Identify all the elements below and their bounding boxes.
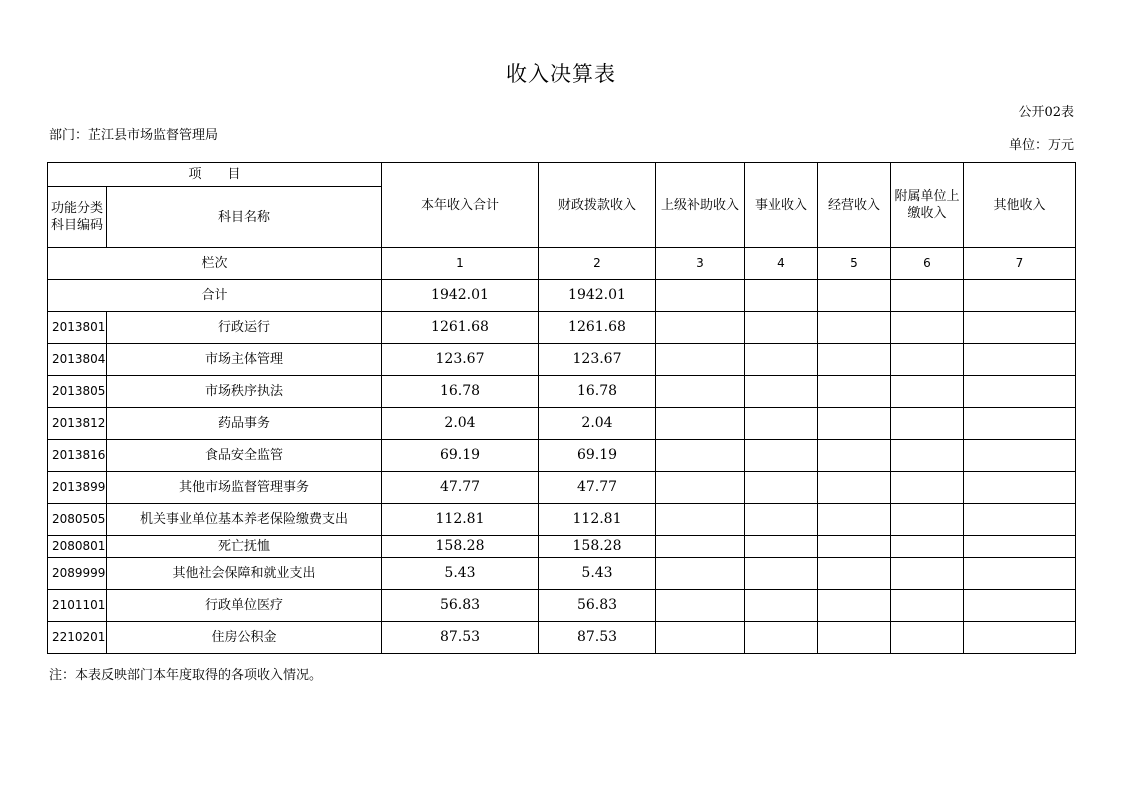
total-label: 合计 — [48, 280, 382, 312]
row-code: 2089999 — [48, 558, 107, 590]
row-value — [656, 558, 745, 590]
table-row — [48, 472, 1076, 504]
table-row — [48, 376, 1076, 408]
row-name: 死亡抚恤 — [107, 536, 382, 558]
row-value — [656, 408, 745, 440]
total-row — [48, 280, 1076, 312]
header-col-5: 经营收入 — [818, 163, 891, 248]
row-value — [964, 504, 1076, 536]
page-title: 收入决算表 — [506, 62, 616, 86]
row-code: 2013816 — [48, 440, 107, 472]
row-value: 47.77 — [382, 472, 539, 504]
row-value — [818, 408, 891, 440]
row-value — [818, 376, 891, 408]
index-number: 1 — [382, 248, 539, 280]
row-value — [964, 440, 1076, 472]
row-value: 69.19 — [382, 440, 539, 472]
header-func-code: 功能分类科目编码 — [48, 187, 107, 248]
row-value — [964, 408, 1076, 440]
row-name: 行政单位医疗 — [107, 590, 382, 622]
row-value — [818, 536, 891, 558]
row-value: 69.19 — [539, 440, 656, 472]
header-col-6: 附属单位上缴收入 — [891, 163, 964, 248]
row-value: 16.78 — [382, 376, 539, 408]
row-name: 机关事业单位基本养老保险缴费支出 — [107, 504, 382, 536]
total-value — [818, 280, 891, 312]
row-value — [745, 408, 818, 440]
row-value — [745, 344, 818, 376]
row-value: 112.81 — [539, 504, 656, 536]
table-row — [48, 536, 1076, 558]
row-value — [745, 504, 818, 536]
row-value — [891, 504, 964, 536]
row-name: 其他市场监督管理事务 — [107, 472, 382, 504]
row-code: 2013801 — [48, 312, 107, 344]
index-number: 6 — [891, 248, 964, 280]
row-value — [964, 536, 1076, 558]
row-value — [818, 344, 891, 376]
row-value — [745, 472, 818, 504]
row-value: 112.81 — [382, 504, 539, 536]
row-code: 2013804 — [48, 344, 107, 376]
header-col-1: 本年收入合计 — [382, 163, 539, 248]
row-value — [818, 440, 891, 472]
header-col-2: 财政拨款收入 — [539, 163, 656, 248]
row-value — [891, 344, 964, 376]
index-label: 栏次 — [48, 248, 382, 280]
row-value — [818, 622, 891, 654]
row-value — [964, 376, 1076, 408]
row-value: 5.43 — [382, 558, 539, 590]
row-code: 2013899 — [48, 472, 107, 504]
row-value — [656, 622, 745, 654]
row-value: 5.43 — [539, 558, 656, 590]
row-value — [964, 344, 1076, 376]
index-number: 5 — [818, 248, 891, 280]
row-value: 47.77 — [539, 472, 656, 504]
row-value: 1261.68 — [539, 312, 656, 344]
row-value — [964, 558, 1076, 590]
row-name: 食品安全监管 — [107, 440, 382, 472]
row-value — [745, 622, 818, 654]
table-row — [48, 440, 1076, 472]
row-code: 2080505 — [48, 504, 107, 536]
total-value: 1942.01 — [539, 280, 656, 312]
footnote: 注：本表反映部门本年度取得的各项收入情况。 — [49, 668, 323, 683]
row-value — [891, 590, 964, 622]
header-subject-name: 科目名称 — [107, 187, 382, 248]
unit-label: 单位：万元 — [1008, 138, 1074, 153]
row-value — [964, 472, 1076, 504]
row-value — [656, 590, 745, 622]
row-value — [745, 536, 818, 558]
row-value — [891, 536, 964, 558]
row-value — [818, 504, 891, 536]
row-value: 56.83 — [382, 590, 539, 622]
department-label: 部门：芷江县市场监督管理局 — [49, 128, 219, 143]
index-number: 2 — [539, 248, 656, 280]
table-row — [48, 312, 1076, 344]
row-value: 56.83 — [539, 590, 656, 622]
row-value: 2.04 — [382, 408, 539, 440]
row-value — [964, 622, 1076, 654]
table-row — [48, 558, 1076, 590]
header-col-4: 事业收入 — [745, 163, 818, 248]
row-value: 123.67 — [382, 344, 539, 376]
index-number: 4 — [745, 248, 818, 280]
row-value: 158.28 — [539, 536, 656, 558]
row-value: 158.28 — [382, 536, 539, 558]
row-value — [818, 558, 891, 590]
row-name: 行政运行 — [107, 312, 382, 344]
row-value — [656, 312, 745, 344]
table-row — [48, 408, 1076, 440]
row-value — [891, 408, 964, 440]
table-row — [48, 504, 1076, 536]
row-value — [656, 440, 745, 472]
total-value — [656, 280, 745, 312]
total-value — [891, 280, 964, 312]
row-value — [656, 472, 745, 504]
row-name: 其他社会保障和就业支出 — [107, 558, 382, 590]
row-value — [656, 504, 745, 536]
row-value — [656, 376, 745, 408]
row-value — [891, 622, 964, 654]
row-value — [891, 312, 964, 344]
row-value — [818, 590, 891, 622]
row-value — [891, 376, 964, 408]
header-col-3: 上级补助收入 — [656, 163, 745, 248]
row-code: 2210201 — [48, 622, 107, 654]
row-name: 住房公积金 — [107, 622, 382, 654]
total-value — [964, 280, 1076, 312]
total-value — [745, 280, 818, 312]
table-row — [48, 344, 1076, 376]
row-value — [745, 558, 818, 590]
row-value — [891, 558, 964, 590]
row-code: 2080801 — [48, 536, 107, 558]
row-value: 2.04 — [539, 408, 656, 440]
row-name: 药品事务 — [107, 408, 382, 440]
table-row — [48, 622, 1076, 654]
row-value: 16.78 — [539, 376, 656, 408]
header-col-7: 其他收入 — [964, 163, 1076, 248]
row-value — [745, 440, 818, 472]
row-value: 87.53 — [382, 622, 539, 654]
row-value — [656, 344, 745, 376]
index-number: 7 — [964, 248, 1076, 280]
row-value — [964, 590, 1076, 622]
row-name: 市场主体管理 — [107, 344, 382, 376]
total-value: 1942.01 — [382, 280, 539, 312]
row-name: 市场秩序执法 — [107, 376, 382, 408]
index-number: 3 — [656, 248, 745, 280]
row-value — [745, 312, 818, 344]
row-value — [891, 472, 964, 504]
income-table — [47, 162, 1076, 654]
form-code: 公开02表 — [1018, 105, 1074, 120]
row-value — [891, 440, 964, 472]
row-value — [818, 472, 891, 504]
row-value — [745, 590, 818, 622]
row-value: 1261.68 — [382, 312, 539, 344]
row-value — [745, 376, 818, 408]
row-value: 87.53 — [539, 622, 656, 654]
row-value: 123.67 — [539, 344, 656, 376]
row-value — [656, 536, 745, 558]
row-code: 2013805 — [48, 376, 107, 408]
header-item: 项 目 — [48, 163, 382, 187]
row-code: 2013812 — [48, 408, 107, 440]
row-code: 2101101 — [48, 590, 107, 622]
table-row — [48, 590, 1076, 622]
row-value — [964, 312, 1076, 344]
row-value — [818, 312, 891, 344]
